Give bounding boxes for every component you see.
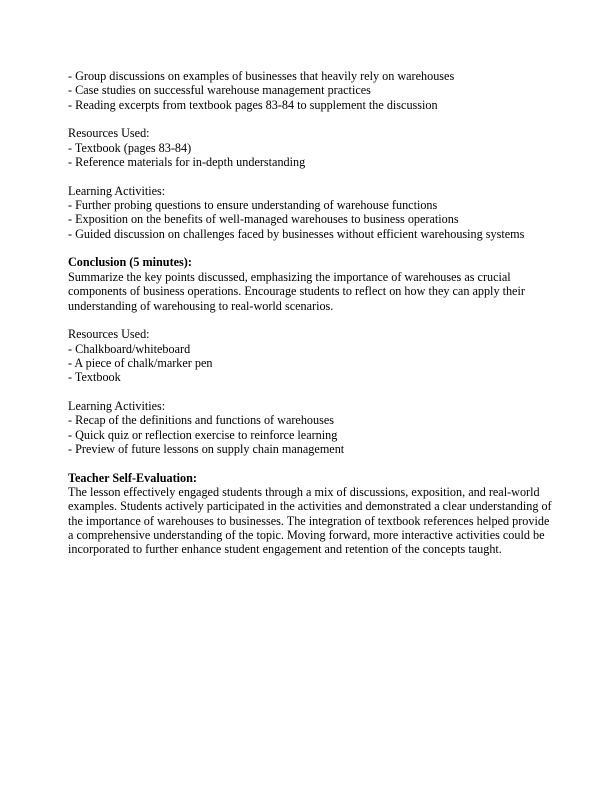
section-paragraph: The lesson effectively engaged students through a mix of discussions, exposition, and real-world examples. Students actively participated in the activities and demonstrated a clear understanding of the importance of warehouses to businesses. The integration of textbook references helped provide a comprehensive understanding of the topic. Moving forward, more interactive activities could be incorporated to further enhance student engagement and retention of the concepts taught.	[68, 484, 552, 557]
text-line: - Recap of the definitions and functions of warehouses	[68, 413, 335, 428]
text-line: - Chalkboard/whiteboard	[68, 341, 191, 356]
section-heading: Learning Activities:	[68, 183, 166, 198]
section-learning-activities-conclusion	[68, 399, 554, 456]
text-line: - Guided discussion on challenges faced by businesses without efficient warehousing systems	[68, 226, 525, 241]
text-line: - Further probing questions to ensure understanding of warehouse functions	[68, 198, 438, 213]
section-heading: Learning Activities:	[68, 398, 166, 413]
text-line: - Exposition on the benefits of well-managed warehouses to business operations	[68, 212, 459, 227]
text-line: - Reading excerpts from textbook pages 83-84 to supplement the discussion	[68, 97, 438, 112]
section-activities-list-continued	[68, 69, 554, 112]
text-line: - A piece of chalk/marker pen	[68, 355, 213, 370]
text-line: - Preview of future lessons on supply chain management	[68, 441, 345, 456]
text-line: - Quick quiz or reflection exercise to reinforce learning	[68, 427, 338, 442]
text-line: - Case studies on successful warehouse management practices	[68, 83, 371, 98]
section-paragraph: Summarize the key points discussed, emphasizing the importance of warehouses as crucial components of business operations. Encourage students to reflect on how they can apply their understanding of warehousing to real-world scenarios.	[68, 269, 525, 313]
section-teacher-self-evaluation	[68, 471, 554, 557]
section-heading: Resources Used:	[68, 126, 150, 141]
section-conclusion	[68, 255, 554, 312]
section-heading: Resources Used:	[68, 327, 150, 342]
section-heading: Conclusion (5 minutes):	[68, 255, 192, 270]
text-line: - Textbook (pages 83-84)	[68, 140, 192, 155]
text-line: - Textbook	[68, 370, 121, 385]
text-line: - Group discussions on examples of businesses that heavily rely on warehouses	[68, 69, 455, 83]
section-resources-used-conclusion	[68, 327, 554, 384]
section-heading: Teacher Self-Evaluation:	[68, 470, 197, 485]
section-resources-used-development	[68, 126, 554, 169]
section-learning-activities-development	[68, 184, 554, 241]
document-body	[68, 69, 554, 557]
text-line: - Reference materials for in-depth understanding	[68, 155, 306, 170]
